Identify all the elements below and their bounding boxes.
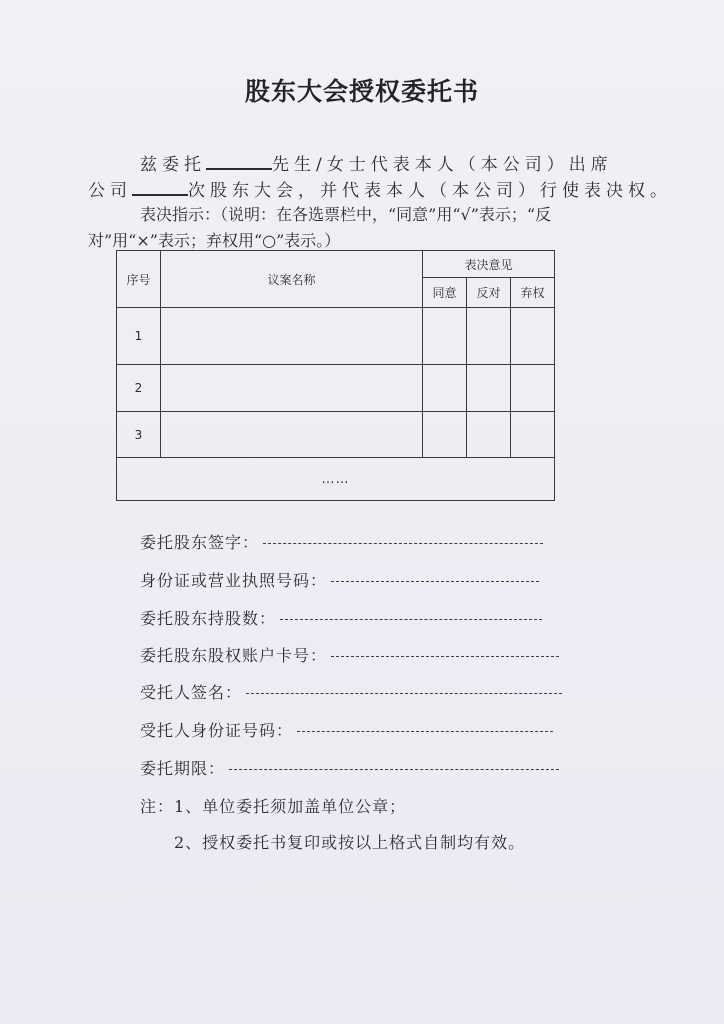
intro-line-3: 表决指示：（说明：在各选票栏中，“同意”用“√”表示；“反 bbox=[140, 205, 552, 224]
intro-attend-text: 先生/女士代表本人（本公司）出席 bbox=[272, 155, 613, 175]
account-number-line[interactable] bbox=[331, 656, 559, 657]
agree-cell[interactable] bbox=[423, 365, 467, 412]
table-row bbox=[117, 365, 555, 412]
table-row bbox=[117, 412, 555, 458]
vote-table bbox=[116, 250, 555, 501]
intro-company-label: 公司 bbox=[88, 181, 132, 201]
oppose-cell[interactable] bbox=[467, 308, 511, 365]
row-number: 1 bbox=[117, 308, 161, 365]
field-label: 委托股东股权账户卡号： bbox=[140, 646, 328, 665]
row-number: 2 bbox=[117, 365, 161, 412]
document-title: 股东大会授权委托书 bbox=[244, 77, 479, 106]
field-account-card-number bbox=[140, 643, 559, 666]
proposal-cell[interactable] bbox=[161, 412, 423, 458]
intro-entrust-label: 兹委托 bbox=[140, 155, 206, 175]
note-2: 2、授权委托书复印或按以上格式自制均有效。 bbox=[174, 833, 526, 852]
field-label: 受托人签名： bbox=[140, 683, 243, 702]
intro-vote-text: 次股东大会，并代表本人（本公司）行使表决权。 bbox=[188, 181, 672, 201]
meeting-number-blank bbox=[132, 178, 188, 196]
header-seq: 序号 bbox=[117, 251, 161, 308]
table-row bbox=[117, 458, 555, 501]
share-count-line[interactable] bbox=[280, 619, 542, 620]
agree-cell[interactable] bbox=[423, 308, 467, 365]
field-proxy-id-number bbox=[140, 718, 553, 741]
name-blank bbox=[206, 152, 272, 170]
header-vote-opinion: 表决意见 bbox=[423, 251, 555, 278]
more-rows-ellipsis: …… bbox=[117, 458, 555, 501]
field-label: 受托人身份证号码： bbox=[140, 721, 294, 740]
oppose-cell[interactable] bbox=[467, 365, 511, 412]
header-abstain: 弃权 bbox=[511, 278, 555, 308]
intro-line-4: 对”用“×”表示；弃权用“○”表示。） bbox=[88, 231, 341, 250]
intro-line-1 bbox=[140, 150, 613, 175]
field-label: 委托股东签字： bbox=[140, 533, 260, 552]
field-label: 委托股东持股数： bbox=[140, 609, 277, 628]
signature-line[interactable] bbox=[263, 543, 543, 544]
field-entrust-period bbox=[140, 756, 559, 779]
header-proposal-name: 议案名称 bbox=[161, 251, 423, 308]
abstain-cell[interactable] bbox=[511, 365, 555, 412]
table-row bbox=[117, 308, 555, 365]
period-line[interactable] bbox=[229, 769, 559, 770]
proposal-cell[interactable] bbox=[161, 365, 423, 412]
field-proxy-signature bbox=[140, 680, 562, 703]
field-shareholder-signature bbox=[140, 530, 543, 553]
field-label: 委托期限： bbox=[140, 759, 226, 778]
intro-line-2 bbox=[88, 176, 672, 201]
abstain-cell[interactable] bbox=[511, 308, 555, 365]
row-number: 3 bbox=[117, 412, 161, 458]
field-share-count bbox=[140, 606, 542, 629]
id-number-line[interactable] bbox=[331, 581, 539, 582]
proposal-cell[interactable] bbox=[161, 308, 423, 365]
field-label: 身份证或营业执照号码： bbox=[140, 571, 328, 590]
header-oppose: 反对 bbox=[467, 278, 511, 308]
proxy-id-line[interactable] bbox=[297, 731, 553, 732]
field-id-license-number bbox=[140, 568, 539, 591]
abstain-cell[interactable] bbox=[511, 412, 555, 458]
oppose-cell[interactable] bbox=[467, 412, 511, 458]
header-agree: 同意 bbox=[423, 278, 467, 308]
proxy-signature-line[interactable] bbox=[246, 693, 562, 694]
note-1: 注：1、单位委托须加盖单位公章； bbox=[140, 797, 407, 816]
agree-cell[interactable] bbox=[423, 412, 467, 458]
